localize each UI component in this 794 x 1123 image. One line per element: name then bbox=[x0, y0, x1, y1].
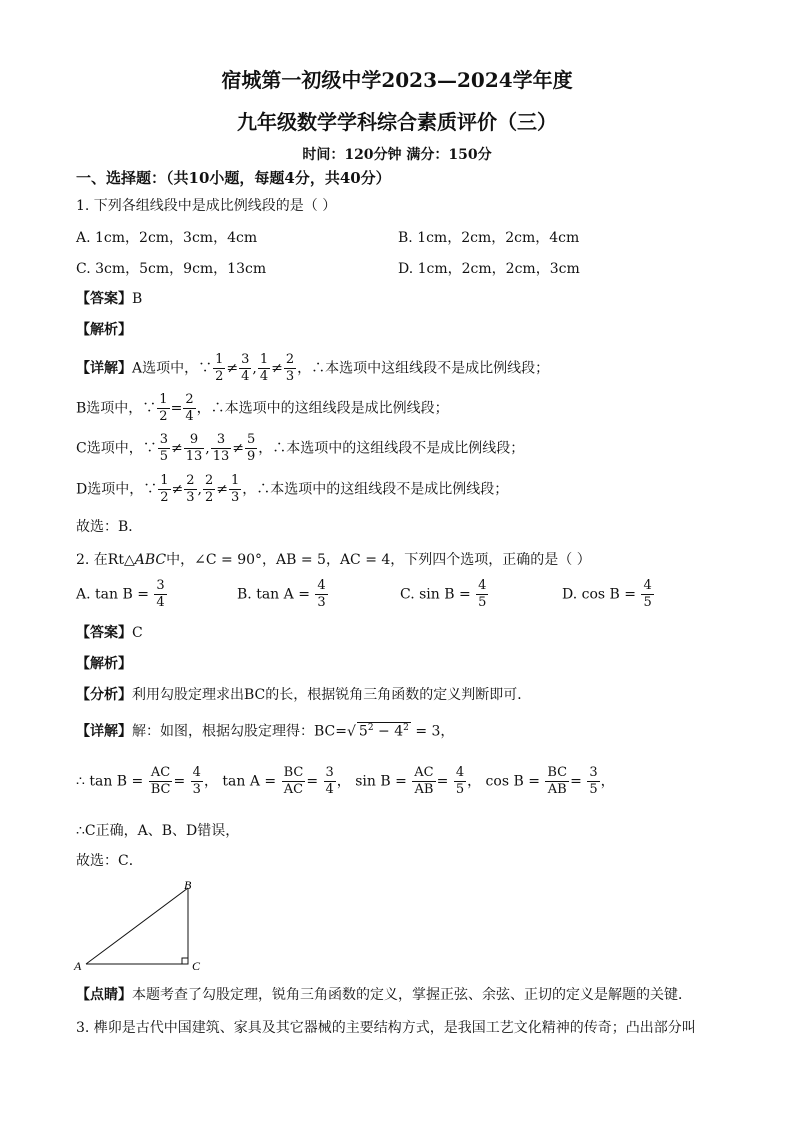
line-suffix: ，∴本选项中的这组线段不是成比例线段； bbox=[258, 440, 525, 457]
right-triangle-figure bbox=[72, 878, 222, 978]
q2-option-b bbox=[237, 578, 329, 611]
stem-part: 2. 在Rt△ bbox=[76, 552, 135, 568]
detail-text: 解：如图，根据勾股定理得：BC= bbox=[132, 723, 347, 740]
q1-detail-d: D选项中，∵ $\frac{1}{2}$ ≠ $\frac{2}{3}$ , $\frac{2}{2}$ ≠ $\frac{1}{3}$ ，∴本选项中的这组线段不是成比例线段； bbox=[76, 473, 509, 505]
fraction: $\frac{3}{5}$ bbox=[589, 765, 598, 797]
fraction: $\frac{5}{9}$ bbox=[247, 432, 256, 464]
q2-stem bbox=[76, 552, 591, 569]
fraction: $\frac{4}{5}$ bbox=[643, 578, 652, 610]
q1-option-a: A. 1cm，2cm，3cm，4cm bbox=[76, 230, 258, 246]
line-prefix: D选项中，∵ bbox=[76, 481, 158, 498]
dianjing-tag: 【点睛】 bbox=[76, 987, 132, 1003]
option-label: B. tan A = bbox=[237, 586, 310, 603]
vertex-b-label: B bbox=[184, 878, 192, 892]
q2-analysis-tag: 【解析】 bbox=[76, 656, 132, 672]
q3-stem: 3. 榫卯是古代中国建筑、家具及其它器械的主要结构方式，是我国工艺文化精神的传奇；凸出部分叫 bbox=[76, 1020, 696, 1036]
section-heading: 一、选择题：（共10小题，每题4分，共40分） bbox=[76, 169, 391, 187]
q2-detail bbox=[76, 722, 454, 740]
q1-option-c: C. 3cm，5cm，9cm，13cm bbox=[76, 261, 267, 277]
fraction: $\frac{3}{4}$ bbox=[241, 352, 250, 384]
q1-option-d: D. 1cm，2cm，2cm，3cm bbox=[398, 261, 580, 277]
q1-analysis-tag: 【解析】 bbox=[76, 322, 132, 338]
stem-part: 中，∠C = 90°，AB = 5，AC = 4，下列四个选项，正确的是（ ） bbox=[166, 552, 591, 568]
answer-tag: 【答案】 bbox=[76, 291, 132, 307]
fraction: $\frac{AC}{BC}$ bbox=[150, 765, 171, 797]
q2-option-c bbox=[400, 578, 489, 611]
right-angle-mark bbox=[182, 958, 188, 964]
fraction: $\frac{4}{5}$ bbox=[478, 578, 487, 610]
q1-stem: 1. 下列各组线段中是成比例线段的是（ ） bbox=[76, 198, 337, 214]
q2-fenxi bbox=[76, 687, 531, 704]
detail-tag: 【详解】 bbox=[76, 360, 132, 377]
q2-conclusion: ∴C正确，A、B、D错误， bbox=[76, 823, 240, 839]
detail-end: = 3， bbox=[415, 723, 455, 740]
sqrt-expression: √ $5^2 - 4^2$ bbox=[347, 723, 409, 740]
line-suffix: ，∴本选项中的这组线段是成比例线段； bbox=[196, 400, 449, 417]
q1-detail-b: B选项中，∵ $\frac{1}{2}$ = $\frac{2}{4}$ ，∴本选项中的这组线段是成比例线段； bbox=[76, 392, 449, 424]
q2-option-a bbox=[76, 578, 168, 611]
fenxi-text: 利用勾股定理求出BC的长，根据锐角三角函数的定义判断即可． bbox=[132, 687, 532, 703]
fraction: $\frac{1}{2}$ bbox=[160, 473, 169, 505]
fraction: $\frac{4}{3}$ bbox=[192, 765, 201, 797]
q2-dianjing bbox=[76, 987, 692, 1004]
fraction: $\frac{2}{2}$ bbox=[204, 473, 214, 505]
fraction: $\frac{1}{4}$ bbox=[259, 352, 269, 384]
answer-value: B bbox=[132, 291, 143, 307]
fraction: $\frac{3}{4}$ bbox=[156, 578, 165, 610]
fraction: $\frac{2}{3}$ bbox=[285, 352, 295, 384]
fraction: $\frac{3}{4}$ bbox=[325, 765, 334, 797]
fraction: $\frac{1}{3}$ bbox=[231, 473, 240, 505]
vertex-c-label: C bbox=[192, 959, 201, 973]
line-suffix: ，∴本选项中的这组线段不是成比例线段； bbox=[242, 481, 509, 498]
line-prefix: A选项中，∵ bbox=[132, 360, 213, 377]
fraction: $\frac{9}{13}$ bbox=[185, 432, 203, 464]
line-prefix: B选项中，∵ bbox=[76, 400, 157, 417]
fraction: $\frac{BC}{AC}$ bbox=[283, 765, 304, 797]
fraction: $\frac{2}{3}$ bbox=[186, 473, 195, 505]
dianjing-text: 本题考查了勾股定理，锐角三角函数的定义，掌握正弦、余弦、正切的定义是解题的关键． bbox=[132, 987, 692, 1003]
fraction: $\frac{1}{2}$ bbox=[159, 392, 168, 424]
answer-value: C bbox=[132, 625, 143, 641]
option-label: A. tan B = bbox=[76, 586, 149, 603]
fraction: $\frac{4}{3}$ bbox=[317, 578, 326, 610]
fraction: $\frac{3}{5}$ bbox=[159, 432, 168, 464]
fraction: $\frac{2}{4}$ bbox=[185, 392, 194, 424]
title-line-2: 九年级数学学科综合素质评价（三） bbox=[237, 110, 557, 134]
option-label: C. sin B = bbox=[400, 586, 471, 603]
exam-time-score: 时间：120分钟 满分：150分 bbox=[302, 147, 492, 163]
stem-triangle: ABC bbox=[134, 552, 167, 568]
q1-detail-c: C选项中，∵ $\frac{3}{5}$ ≠ $\frac{9}{13}$ , $\frac{3}{13}$ ≠ $\frac{5}{9}$ ，∴本选项中的这组线段不是成比例线段； bbox=[76, 432, 525, 464]
q2-answer bbox=[76, 625, 143, 642]
fraction: $\frac{4}{5}$ bbox=[455, 765, 465, 797]
title-line-1: 宿城第一初级中学2023—2024学年度 bbox=[221, 68, 573, 92]
answer-tag: 【答案】 bbox=[76, 625, 132, 641]
side-ab bbox=[86, 888, 188, 964]
q1-choose: 故选：B． bbox=[76, 519, 143, 535]
fenxi-tag: 【分析】 bbox=[76, 687, 132, 703]
vertex-a-label: A bbox=[74, 959, 82, 973]
line-suffix: ，∴本选项中这组线段不是成比例线段； bbox=[297, 360, 550, 377]
fraction: $\frac{AC}{AB}$ bbox=[414, 765, 434, 797]
line-prefix: C选项中，∵ bbox=[76, 440, 157, 457]
q1-answer bbox=[76, 291, 142, 308]
q2-option-d bbox=[562, 578, 655, 611]
q2-choose: 故选：C． bbox=[76, 853, 143, 869]
q2-trig-values: ∴ tan B = $\frac{AC}{BC}$ = $\frac{4}{3}$ ， tan A = $\frac{BC}{AC}$ = $\frac{3}{4}$ ， sin B = $\frac{AC}{AB}$ = $\frac{4}{5}$ ， cos B = $\frac{BC}{AB}$ = $\frac{3}{5}$ ， bbox=[76, 765, 615, 797]
fraction: $\frac{3}{13}$ bbox=[212, 432, 230, 464]
q1-option-b: B. 1cm，2cm，2cm，4cm bbox=[398, 230, 580, 246]
q1-detail-a: 【详解】A选项中，∵ $\frac{1}{2}$ ≠ $\frac{3}{4}$ , $\frac{1}{4}$ ≠ $\frac{2}{3}$ ，∴本选项中这组线段不是成比例线段； bbox=[76, 352, 550, 384]
detail-tag: 【详解】 bbox=[76, 723, 132, 740]
fraction: $\frac{BC}{AB}$ bbox=[547, 765, 568, 797]
fraction: $\frac{1}{2}$ bbox=[215, 352, 224, 384]
option-label: D. cos B = bbox=[562, 586, 636, 603]
